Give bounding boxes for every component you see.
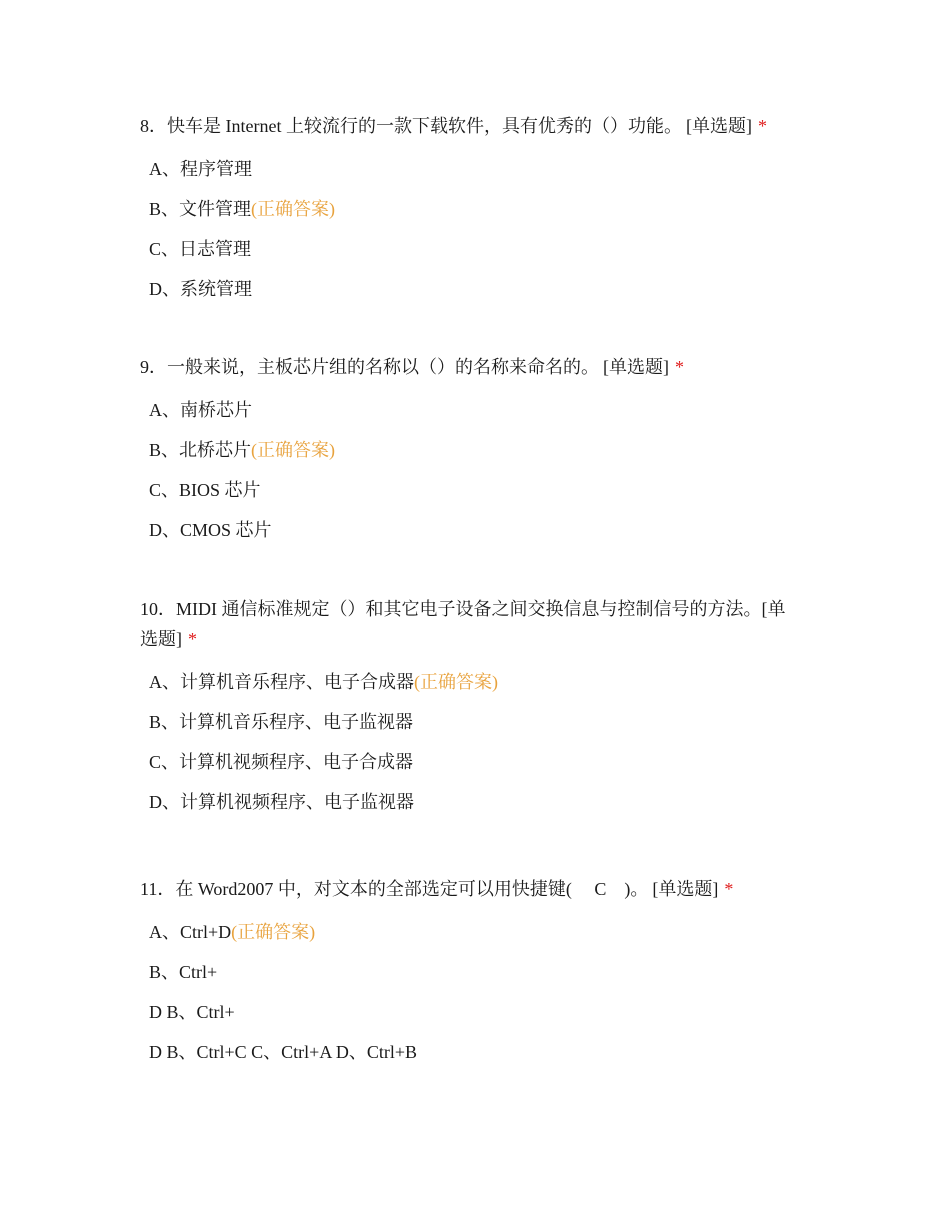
question-title (140, 874, 820, 904)
question-number: 11． (140, 879, 176, 899)
option-list (140, 920, 820, 1080)
option-list (140, 398, 820, 558)
option-a (149, 920, 820, 960)
question-text: MIDI 通信标准规定（）和其它电子设备之间交换信息与控制信号的方法。 (176, 599, 762, 619)
option-d (149, 790, 790, 830)
option-label: C、计算机视频程序、电子合成器 (149, 752, 414, 772)
option-list (140, 670, 790, 830)
question-title (140, 352, 820, 382)
option-b (149, 710, 790, 750)
question-type-tag: [单选题] (685, 116, 752, 136)
question-8 (140, 111, 820, 317)
option-c (149, 750, 790, 790)
option-label: A、南桥芯片 (149, 400, 252, 420)
question-9 (140, 352, 820, 558)
correct-answer-mark: (正确答案) (231, 922, 316, 942)
option-label: D、计算机视频程序、电子监视器 (149, 792, 414, 812)
option-label: A、计算机音乐程序、电子合成器 (149, 672, 414, 692)
option-c (149, 237, 820, 277)
option-label: D、系统管理 (149, 279, 252, 299)
option-label: B、文件管理 (149, 199, 252, 219)
option-label: A、程序管理 (149, 159, 252, 179)
option-label: C、BIOS 芯片 (149, 480, 261, 500)
question-10 (140, 594, 790, 830)
option-label: D B、Ctrl+ (149, 1002, 235, 1022)
option-b (149, 960, 820, 1000)
required-mark: * (188, 629, 197, 649)
option-list (140, 157, 820, 317)
question-text: 在 Word2007 中，对文本的全部选定可以用快捷键( C )。 (175, 879, 649, 899)
required-mark: * (757, 116, 767, 136)
option-b (149, 438, 820, 478)
question-text: 快车是 Internet 上较流行的一款下载软件，具有优秀的（）功能。 (167, 116, 682, 136)
option-label: D B、Ctrl+C C、Ctrl+A D、Ctrl+B (149, 1042, 417, 1062)
option-d (149, 1040, 820, 1080)
option-a (149, 157, 820, 197)
option-label: B、北桥芯片 (149, 440, 252, 460)
question-type-tag: [单选题] (603, 357, 669, 377)
question-number: 8． (140, 116, 167, 136)
question-title (140, 111, 820, 141)
question-number: 9． (140, 357, 167, 377)
option-a (149, 670, 790, 710)
question-type-tag: [单选题] (652, 879, 719, 899)
question-type-tag: [单选题] (140, 599, 786, 649)
required-mark: * (724, 879, 734, 899)
option-label: A、Ctrl+D (149, 922, 232, 942)
option-a (149, 398, 820, 438)
option-b (149, 197, 820, 237)
option-c (149, 1000, 820, 1040)
option-d (149, 518, 820, 558)
option-label: B、计算机音乐程序、电子监视器 (149, 712, 414, 732)
option-label: C、日志管理 (149, 239, 252, 259)
option-label: B、Ctrl+ (149, 962, 218, 982)
question-title (140, 594, 790, 654)
correct-answer-mark: (正确答案) (251, 440, 336, 460)
correct-answer-mark: (正确答案) (251, 199, 336, 219)
required-mark: * (675, 357, 684, 377)
question-text: 一般来说，主板芯片组的名称以（）的名称来命名的。 (167, 357, 599, 377)
question-number: 10． (140, 599, 176, 619)
question-11 (140, 874, 820, 1080)
correct-answer-mark: (正确答案) (414, 672, 498, 692)
option-c (149, 478, 820, 518)
option-label: D、CMOS 芯片 (149, 520, 272, 540)
option-d (149, 277, 820, 317)
